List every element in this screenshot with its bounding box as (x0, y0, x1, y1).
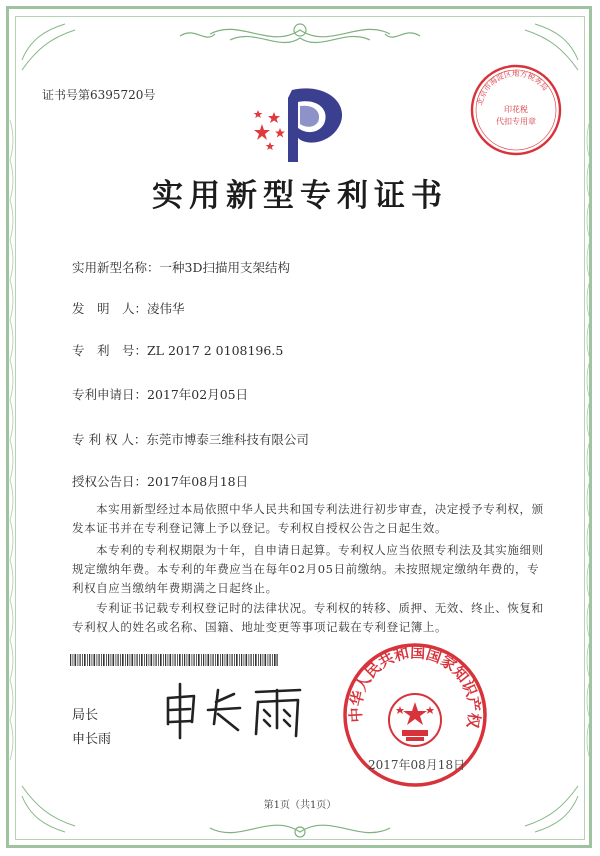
patent-office-logo-icon (248, 84, 356, 164)
director-name: 申长雨 (72, 732, 112, 747)
svg-text:印花税: 印花税 (504, 105, 528, 114)
director-signature (160, 680, 310, 742)
paragraph-grant-notice: 本实用新型经过本局依照中华人民共和国专利法进行初步审查，决定授予专利权，颁发本证书并在专利登记簿上予以登记。专利权自授权公告之日起生效。 (72, 502, 544, 535)
grant-date: 授权公告日：2017年08月18日 (72, 474, 249, 489)
inventor: 发 明 人：凌伟华 (72, 301, 185, 316)
utility-model-name: 实用新型名称：一种3D扫描用支架结构 (72, 260, 290, 275)
svg-text:中华人民共和国国家知识产权局: 中华人民共和国国家知识产权 (346, 643, 484, 730)
paragraph-term-and-fees: 本专利的专利权期限为十年，自申请日起算。专利权人应当依照专利法及其实施细则规定缴纳年费。本专利的年费应当在每年02月05日前缴纳。未按照规定缴纳年费的，专利权自应当缴纳年费期满之日起终止。 (72, 543, 544, 595)
svg-text:北京市海淀区地方税务局: 北京市海淀区地方税务局 (475, 68, 550, 107)
patent-number: 专 利 号：ZL 2017 2 0108196.5 (72, 343, 284, 358)
certificate-number: 证书号第6395720号 (42, 88, 156, 102)
svg-text:代扣专用章: 代扣专用章 (496, 117, 536, 126)
tax-seal-stamp (468, 62, 564, 158)
paragraph-legal-status: 专利证书记载专利权登记时的法律状况。专利权的转移、质押、无效、终止、恢复和专利权人的姓名或名称、国籍、地址变更等事项记载在专利登记簿上。 (72, 601, 544, 634)
page-number: 第1页（共1页） (263, 800, 337, 811)
seal-date: 2017年08月18日 (368, 758, 466, 772)
barcode (70, 654, 278, 666)
certificate-title: 实用新型专利证书 (152, 178, 448, 214)
filing-date: 专利申请日：2017年02月05日 (72, 387, 249, 402)
director-title: 局长 (72, 708, 99, 723)
patentee: 专 利 权 人：东莞市博泰三维科技有限公司 (72, 432, 309, 447)
